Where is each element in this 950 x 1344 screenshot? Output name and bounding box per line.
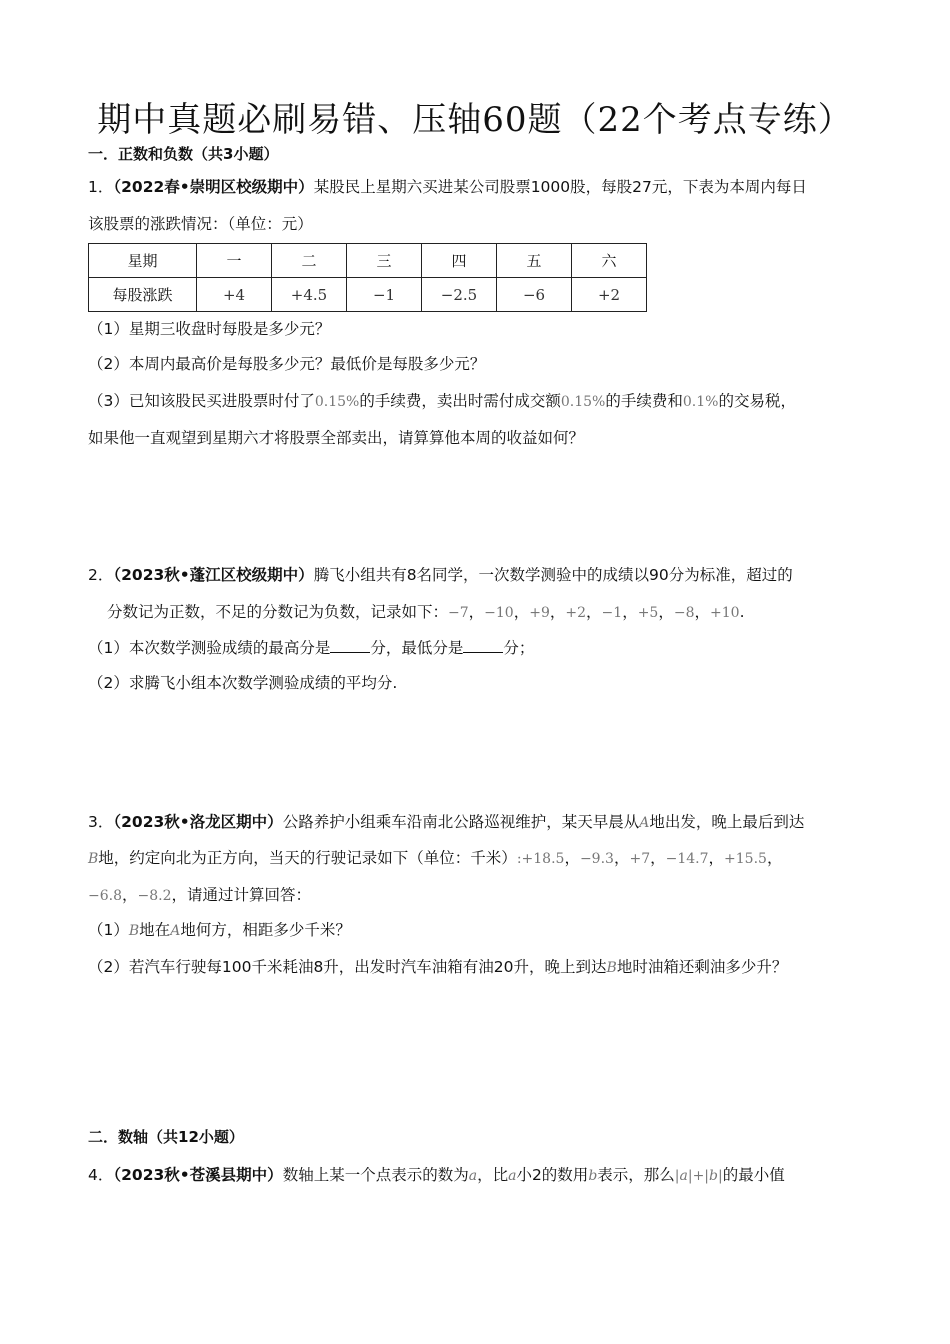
text: 小2的数用 <box>516 1166 589 1184</box>
score-value: +2 <box>565 605 587 621</box>
q2-part-2: （2）求腾飞小组本次数学测验成绩的平均分. <box>88 674 398 692</box>
score-value: +9 <box>529 605 550 621</box>
q3-source: （2023秋•洛龙区期中） <box>113 813 283 831</box>
score-value: −7 <box>448 605 469 621</box>
distance-value: −9.3 <box>579 851 614 867</box>
distance-value: −6.8 <box>88 888 122 904</box>
text: 表示，那么 <box>597 1166 675 1184</box>
table-cell: 四 <box>422 244 497 278</box>
text: 分，最低分是 <box>370 639 464 657</box>
q1-line-2: 该股票的涨跌情况：（单位：元） <box>88 215 313 233</box>
q3-line-3: −6.8，−8.2，请通过计算回答： <box>88 886 312 904</box>
q1-part-1: （1）星期三收盘时每股是多少元？ <box>88 320 331 338</box>
text: 的交易税， <box>718 392 796 410</box>
text: （1） <box>88 921 129 939</box>
distance-value: −14.7 <box>665 851 709 867</box>
math-var: A <box>170 923 181 939</box>
q1-part-3 <box>88 389 796 411</box>
text: 地何方，相距多少千米？ <box>180 921 351 939</box>
q4-number: 4． <box>88 1166 114 1184</box>
math-var: a <box>508 1168 517 1184</box>
math-var: A <box>639 815 650 831</box>
q2-source: （2023秋•蓬江区校级期中） <box>113 566 314 584</box>
q2-line-2: 分数记为正数，不足的分数记为负数，记录如下：−7，−10，+9，+2，−1，+5，−8，+10. <box>107 603 745 621</box>
table-cell: 每股涨跌 <box>89 278 197 312</box>
text: ，比 <box>477 1166 509 1184</box>
q1-source: （2022春•崇明区校级期中） <box>113 178 314 196</box>
q3-part-2 <box>88 955 787 977</box>
q3-number: 3． <box>88 813 114 831</box>
answer-blank[interactable] <box>330 638 370 653</box>
text: 公路养护小组乘车沿南北公路巡视维护，某天早晨从 <box>282 813 640 831</box>
page-title: 期中真题必刷易错、压轴60题（22个考点专练） <box>97 100 853 140</box>
table-cell: 二 <box>272 244 347 278</box>
table-cell: +2 <box>572 278 647 312</box>
text: 数轴上某一个点表示的数为 <box>282 1166 469 1184</box>
q2-line-1 <box>88 563 793 585</box>
q1-number: 1． <box>88 178 114 196</box>
text: ，请通过计算回答： <box>171 886 312 904</box>
q4-source: （2023秋•苍溪县期中） <box>113 1166 283 1184</box>
score-value: +5 <box>637 605 659 621</box>
math-value: 0.15% <box>314 394 360 410</box>
table-row <box>89 278 647 312</box>
q1-line-1 <box>88 175 807 197</box>
math-expression: |a|+|b| <box>674 1168 723 1184</box>
q3-line-2: B地，约定向北为正方向，当天的行驶记录如下（单位：千米）:+18.5，−9.3，+7，−14.7，+15.5， <box>88 849 783 867</box>
score-value: −10 <box>484 605 514 621</box>
distance-value: :+18.5 <box>516 851 565 867</box>
distance-value: −8.2 <box>137 888 172 904</box>
text: 地出发，晚上最后到达 <box>649 813 805 831</box>
table-cell: 六 <box>572 244 647 278</box>
text: 分数记为正数，不足的分数记为负数，记录如下： <box>107 603 449 621</box>
math-var: B <box>128 923 140 939</box>
math-value: 0.1% <box>682 394 719 410</box>
text: （2）若汽车行驶每100千米耗油8升，出发时汽车油箱有油20升，晚上到达 <box>88 958 607 976</box>
text: 的最小值 <box>722 1166 785 1184</box>
math-var: B <box>88 851 99 867</box>
table-cell: +4.5 <box>272 278 347 312</box>
text: （3）已知该股民买进股票时付了 <box>88 392 315 410</box>
section-heading-1: 一．正数和负数（共3小题） <box>88 145 279 163</box>
q1-text-1: 某股民上星期六买进某公司股票1000股，每股27元，下表为本周内每日 <box>313 178 807 196</box>
distance-value: +15.5 <box>724 851 767 867</box>
distance-value: +7 <box>629 851 651 867</box>
math-value: 0.15% <box>560 394 606 410</box>
math-var: a <box>468 1168 478 1184</box>
text: 地，约定向北为正方向，当天的行驶记录如下（单位：千米） <box>98 849 517 867</box>
q2-part-1 <box>88 636 534 658</box>
q1-part-3-cont: 如果他一直观望到星期六才将股票全部卖出，请算算他本周的收益如何？ <box>88 429 585 447</box>
text: . <box>739 603 745 621</box>
text: 地时油箱还剩油多少升？ <box>616 958 788 976</box>
q1-part-2: （2）本周内最高价是每股多少元？最低价是每股多少元？ <box>88 355 486 373</box>
score-value: −8 <box>673 605 695 621</box>
text: （1）本次数学测验成绩的最高分是 <box>88 639 331 657</box>
section-heading-2: 二．数轴（共12小题） <box>88 1128 244 1146</box>
score-value: −1 <box>601 605 623 621</box>
text: 的手续费和 <box>605 392 683 410</box>
table-header-row <box>89 244 647 278</box>
table-cell: 一 <box>197 244 272 278</box>
q1-stock-table <box>88 243 647 312</box>
text: 分； <box>503 639 535 657</box>
table-cell: −1 <box>347 278 422 312</box>
table-cell: 三 <box>347 244 422 278</box>
math-var: B <box>606 960 617 976</box>
table-cell: −2.5 <box>422 278 497 312</box>
table-cell: 五 <box>497 244 572 278</box>
text: 的手续费，卖出时需付成交额 <box>359 392 561 410</box>
q3-part-1 <box>88 918 351 940</box>
score-value: +10 <box>710 605 740 621</box>
table-cell: +4 <box>197 278 272 312</box>
table-cell: −6 <box>497 278 572 312</box>
q2-text-1: 腾飞小组共有8名同学，一次数学测验中的成绩以90分为标准，超过的 <box>313 566 793 584</box>
q3-line-1 <box>88 810 804 832</box>
table-cell: 星期 <box>89 244 197 278</box>
answer-blank[interactable] <box>463 638 503 653</box>
q2-number: 2． <box>88 566 114 584</box>
text: 地在 <box>139 921 171 939</box>
q4-line-1 <box>88 1163 785 1185</box>
math-var: b <box>588 1168 598 1184</box>
